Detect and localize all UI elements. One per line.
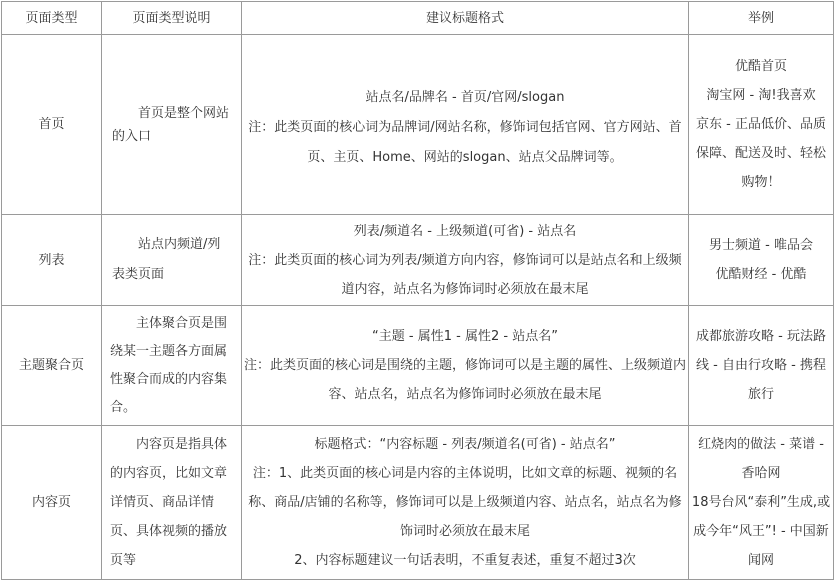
example-line: 成都旅游攻略 - 玩法路线 - 自由行攻略 - 携程旅行: [696, 329, 826, 402]
cell-page-desc: [102, 306, 242, 426]
desc-text: 内容页是指具体的内容页，比如文章详情页、商品详情页、具体视频的播放页等: [110, 437, 228, 568]
table-header-row: [2, 2, 834, 35]
example-line: 男士频道 - 唯品会: [709, 238, 813, 253]
cell-page-desc: [102, 35, 242, 215]
header-page-desc: 页面类型说明: [102, 2, 242, 35]
format-note: 注：1、此类页面的核心词是内容的主体说明，比如文章的标题、视频的名称、商品/店铺的名称等，修饰词可以是上级频道内容、站点名，站点名为修饰词时必须放在最末尾: [248, 466, 682, 539]
format-line: 标题格式：“内容标题 - 列表/频道名(可省) - 站点名”: [314, 437, 616, 452]
cell-title-format: [242, 215, 689, 306]
desc-text: 主体聚合页是围绕某一主题各方面属性聚合而成的内容集合。: [110, 315, 228, 415]
cell-example: [689, 426, 834, 580]
cell-page-type: 列表: [2, 215, 102, 306]
cell-title-format: [242, 306, 689, 426]
format-line: “主题 - 属性1 - 属性2 - 站点名”: [372, 329, 558, 344]
header-page-type: 页面类型: [2, 2, 102, 35]
format-line: 站点名/品牌名 - 首页/官网/slogan: [365, 89, 565, 105]
cell-page-type: 主题聚合页: [2, 306, 102, 426]
cell-page-type: 内容页: [2, 426, 102, 580]
desc-text: 首页是整个网站的入口: [112, 105, 230, 144]
example-line: 京东 - 正品低价、品质保障、配送及时、轻松购物！: [695, 117, 826, 190]
table-row: [2, 35, 834, 215]
cell-example: [689, 215, 834, 306]
desc-text: 站点内频道/列表类页面: [112, 237, 221, 282]
format-note: 注：此类页面的核心词为列表/频道方向内容，修饰词可以是站点名和上级频道内容，站点名为修饰词时必须放在最末尾: [248, 252, 682, 297]
table-row: [2, 215, 834, 306]
header-example: 举例: [689, 2, 834, 35]
example-line: 优酷财经 - 优酷: [715, 267, 807, 282]
format-note: 注：此类页面的核心词是围绕的主题，修饰词可以是主题的属性、上级频道内容、站点名，站点名为修饰词时必须放在最末尾: [244, 358, 687, 402]
table-row: [2, 426, 834, 580]
cell-title-format: [242, 426, 689, 580]
example-line: 优酷首页: [734, 59, 787, 74]
title-format-table: [1, 1, 833, 581]
example-line: 红烧肉的做法 - 菜谱 - 香哈网: [698, 437, 824, 481]
example-line: 淘宝网 - 淘!我喜欢: [706, 88, 816, 103]
format-note: 注：此类页面的核心词为品牌词/网站名称，修饰词包括官网、官方网站、首页、主页、Home、网站的slogan、站点父品牌词等。: [248, 119, 682, 165]
example-line: 18号台风“泰利”生成,或成今年“风王”! - 中国新闻网: [691, 495, 831, 568]
table-row: [2, 306, 834, 426]
cell-page-desc: [102, 215, 242, 306]
format-note: 2、内容标题建议一句话表明，不重复表述，重复不超过3次: [294, 553, 636, 568]
header-title-format: 建议标题格式: [242, 2, 689, 35]
cell-title-format: [242, 35, 689, 215]
cell-example: [689, 35, 834, 215]
format-line: 列表/频道名 - 上级频道(可省) - 站点名: [353, 223, 577, 239]
cell-example: [689, 306, 834, 426]
table: [1, 1, 834, 580]
cell-page-type: 首页: [2, 35, 102, 215]
cell-page-desc: [102, 426, 242, 580]
